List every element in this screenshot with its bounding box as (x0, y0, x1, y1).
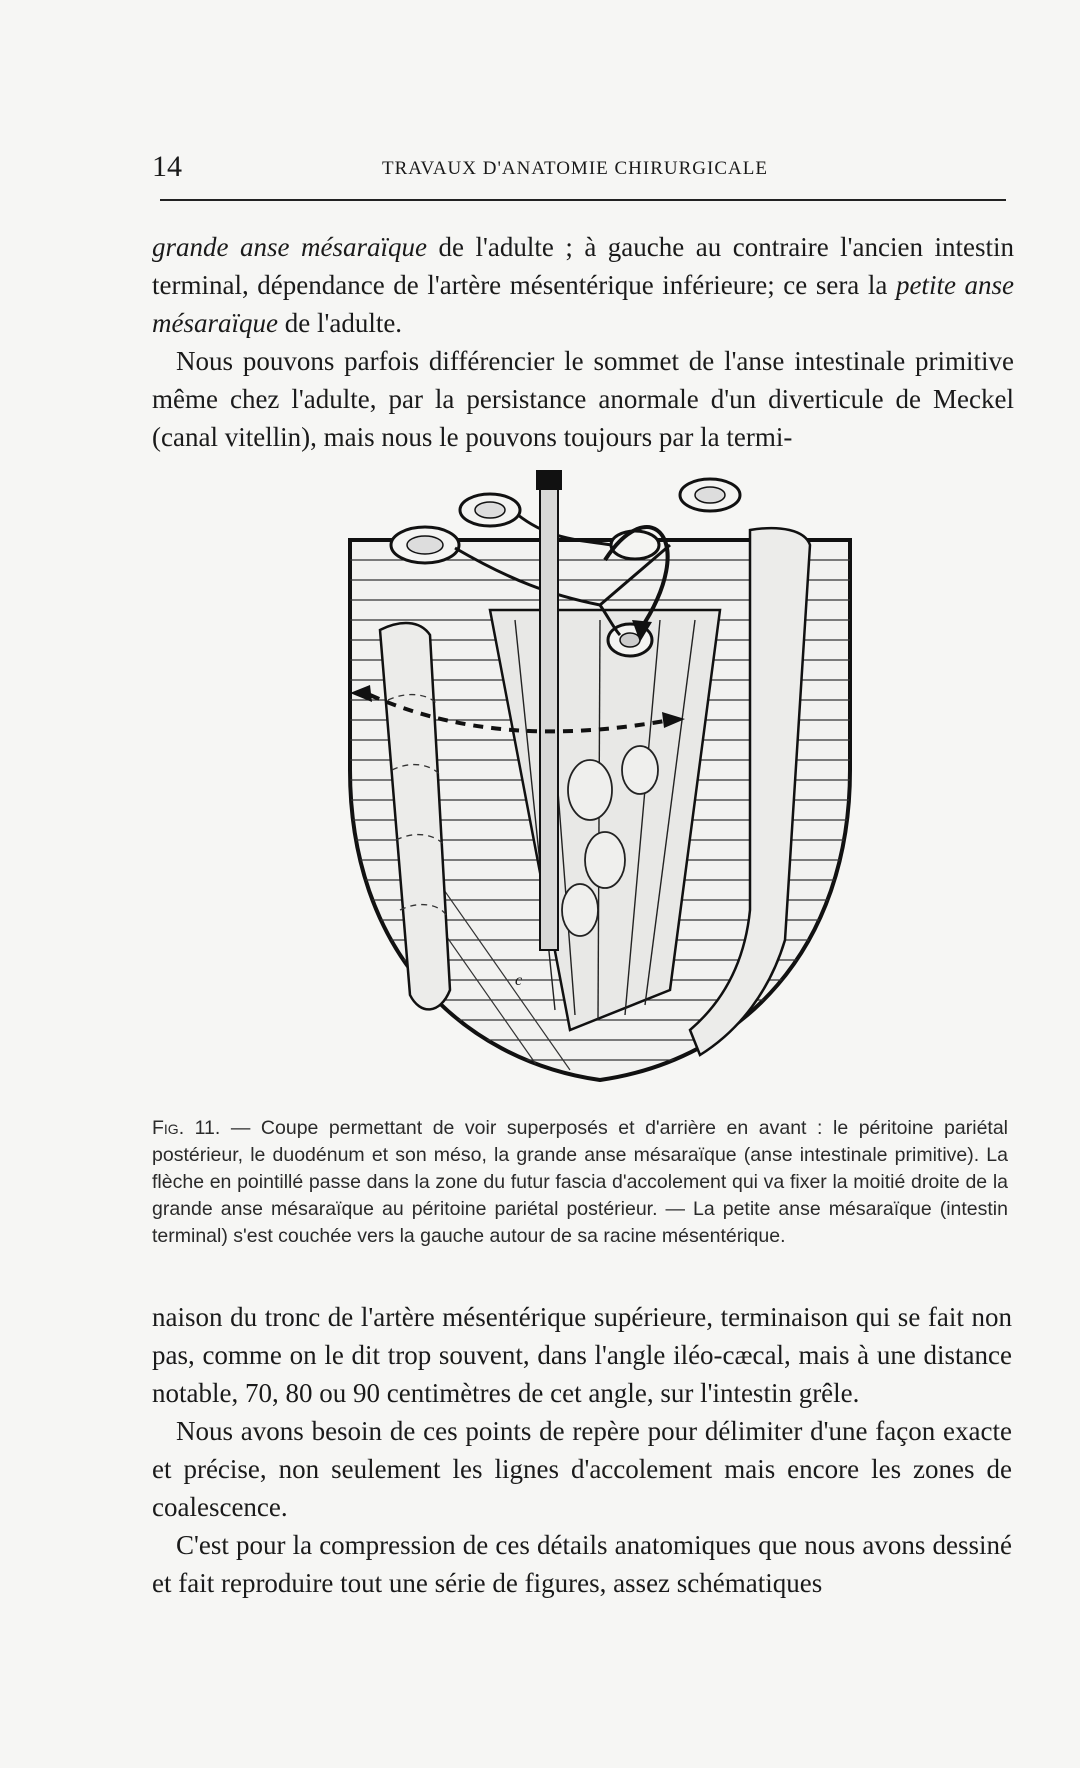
bottom-text-block (152, 1298, 1012, 1602)
paragraph-4: Nous avons besoin de ces points de repère pour délimiter d'une façon exacte et précise, non seulement les lignes d'accolement mais encore les zones de coalescence. (152, 1416, 1012, 1522)
header-rule (160, 199, 1006, 201)
running-head (152, 150, 1002, 190)
paragraph-1-text-a: de l'adulte ; à gauche au contraire l'ancien intestin terminal, dépendance de l'artère mésentérique inférieure; ce sera la (152, 232, 1015, 300)
figure-caption (152, 1115, 1008, 1250)
caption-text: — Coupe permettant de voir superposés et d'arrière en avant : le péritoine pariétal postérieur, le duodénum et son méso, la grande anse mésaraïque (anse intestinale primitive). La flèche en pointillé passe dans la zone du futur fascia d'accolement qui va fixer la moitié droite de la grande anse mésaraïque au péritoine pariétal postérieur. — La petite anse mésaraïque (intestin terminal) s'est couchée vers la gauche autour de sa racine mésentérique. (152, 1117, 1009, 1247)
anatomical-figure (340, 470, 860, 1100)
central-artery (540, 470, 558, 950)
figure-label-c: c (515, 972, 523, 989)
paragraph-5: C'est pour la compression de ces détails anatomiques que nous avons dessiné et fait reproduire tout une série de figures, assez schématiques (152, 1530, 1012, 1598)
figure-illustration (340, 470, 860, 1100)
running-title: TRAVAUX D'ANATOMIE CHIRURGICALE (382, 158, 768, 179)
page-number: 14 (152, 150, 182, 183)
paragraph-3: naison du tronc de l'artère mésentérique supérieure, terminaison qui se fait non pas, comme on le dit trop souvent, dans l'angle iléo-cæcal, mais à une distance notable, 70, 80 ou 90 centimètres de cet angle, sur l'intestin grêle. (152, 1302, 1012, 1408)
paragraph-1 (152, 228, 1014, 342)
paragraph-1-text-b: de l'adulte. (277, 308, 403, 338)
top-text-block (152, 228, 1014, 456)
caption-label: Fig. 11. (152, 1117, 221, 1139)
paragraph-2: Nous pouvons parfois différencier le sommet de l'anse intestinale primitive même chez l'adulte, par la persistance anormale d'un diverticule de Meckel (canal vitellin), mais nous le pouvons toujours par la termi- (152, 346, 1014, 452)
italic-term-petite-anse: petite anse mésaraïque (152, 270, 1014, 338)
italic-term-grande-anse: grande anse mésaraïque (152, 232, 427, 262)
